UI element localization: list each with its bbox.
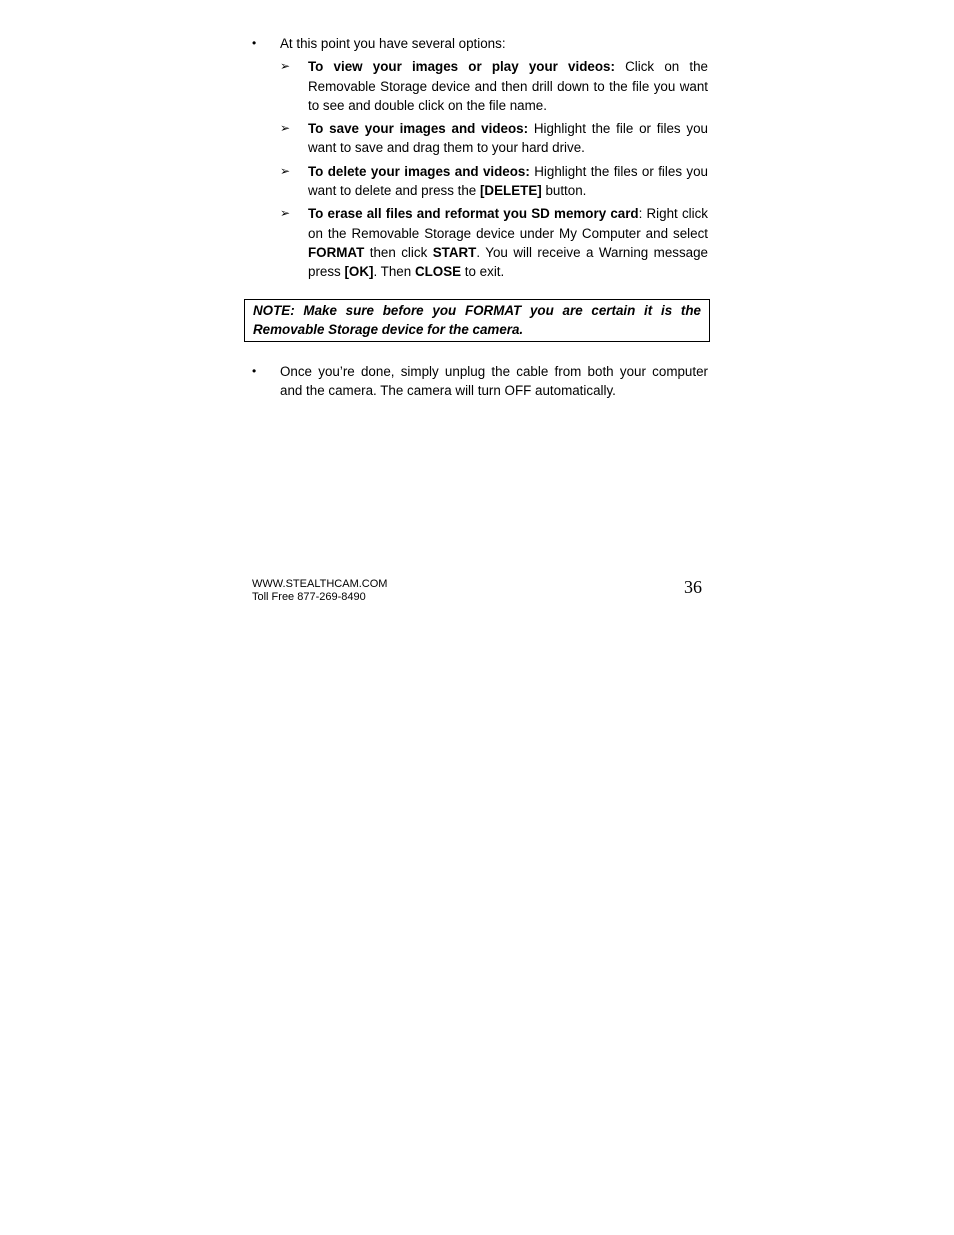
option-view: [252, 57, 708, 115]
intro-bullet: [252, 34, 708, 282]
arrow-bullet-icon: ➢: [280, 163, 291, 178]
key-close: CLOSE: [414, 264, 462, 280]
key-format: FORMAT: [308, 244, 365, 260]
note-box: NOTE: Make sure before you FORMAT you are certain it is the Removable Storage device for the camera.: [244, 299, 710, 343]
bullet-icon: •: [252, 364, 257, 379]
intro-text: At this point you have several options:: [280, 36, 506, 51]
options-list: [280, 57, 708, 281]
option-delete: [252, 162, 708, 201]
key-ok: [OK]: [344, 264, 374, 280]
option-title: To erase all files and reformat you SD memory card: [308, 206, 639, 222]
option-body: . You will receive a Warning message press: [308, 244, 708, 280]
option-body: Highlight the files or files you want to delete and press the: [308, 163, 708, 199]
option-save: [252, 119, 708, 158]
key-delete: [DELETE]: [479, 183, 542, 199]
option-body: to exit.: [461, 264, 505, 280]
option-body: then click: [364, 244, 433, 260]
arrow-bullet-icon: ➢: [280, 59, 291, 74]
option-body: button.: [541, 183, 587, 199]
page-footer: [252, 578, 702, 604]
option-body: : Right click on the Removable Storage device under My Computer and select: [308, 206, 708, 241]
option-title: To save your images and videos:: [308, 121, 529, 137]
outro-text: Once you’re done, simply unplug the cable from both your computer and the camera. The camera will turn OFF automatically.: [280, 364, 708, 399]
option-body: Highlight the file or files you want to save and drag them to your hard drive.: [308, 121, 709, 156]
option-body: . Then: [373, 264, 415, 280]
key-start: START: [432, 244, 477, 260]
option-body: Click on the Removable Storage device and then drill down to the file you want to see and double click on the file name.: [308, 59, 709, 113]
page-content: [252, 34, 708, 401]
page-number: 36: [684, 577, 702, 597]
arrow-bullet-icon: ➢: [280, 206, 291, 221]
bullet-icon: •: [252, 36, 257, 50]
outro-bullet: [252, 362, 708, 401]
footer-phone: Toll Free 877-269-8490: [252, 591, 366, 603]
footer-website: WWW.STEALTHCAM.COM: [252, 578, 388, 590]
option-title: To view your images or play your videos:: [308, 59, 615, 75]
arrow-bullet-icon: ➢: [280, 121, 291, 136]
option-title: To delete your images and videos:: [308, 163, 530, 179]
option-erase: [252, 204, 708, 281]
